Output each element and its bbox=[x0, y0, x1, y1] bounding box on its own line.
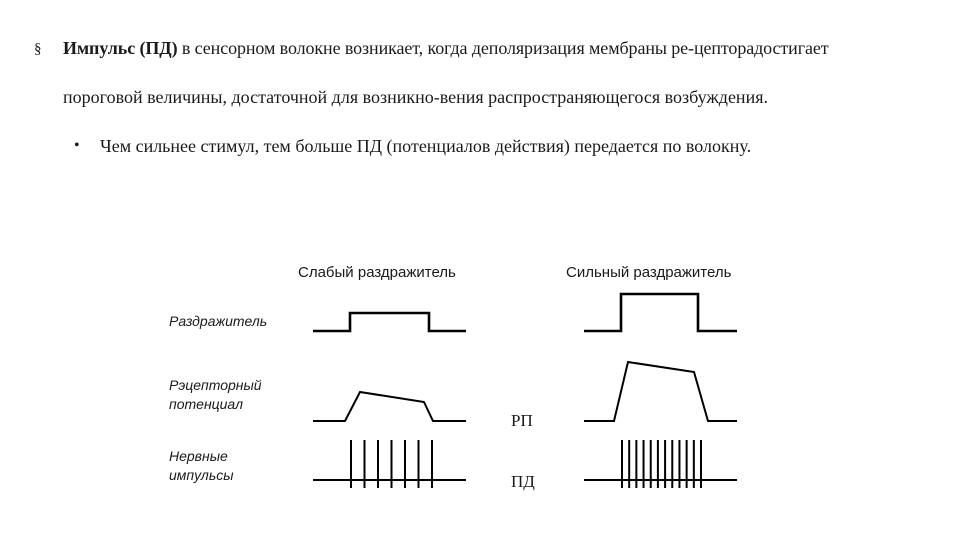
strong-receptor-potential bbox=[584, 362, 737, 421]
paragraph-bold-term: Импульс (ПД) bbox=[63, 38, 178, 58]
sub-bullet-marker: • bbox=[74, 137, 80, 154]
label-rp: РП bbox=[511, 411, 533, 430]
weak-stimulus-title: Слабый раздражитель bbox=[298, 264, 456, 281]
weak-receptor-potential bbox=[313, 392, 466, 421]
row-label-nerve-2: импульсы bbox=[169, 467, 234, 483]
sub-bullet-text: Чем сильнее стимул, тем больше ПД (потенциалов действия) передается по волокну. bbox=[100, 136, 752, 156]
strong-stimulus-wave bbox=[584, 294, 737, 331]
paragraph-line-2: пороговой величины, достаточной для возникно-вения распространяющегося возбуждения. bbox=[63, 87, 768, 107]
bullet-marker: § bbox=[34, 41, 42, 57]
row-label-receptor-1: Рэцепторный bbox=[169, 377, 262, 393]
row-label-nerve-1: Нервные bbox=[169, 448, 228, 464]
row-label-receptor-2: потенциал bbox=[169, 396, 243, 412]
paragraph-line-1-rest: в сенсорном волокне возникает, когда деполяризация мембраны ре-цепторадостигает bbox=[177, 38, 829, 58]
strong-stimulus-title: Сильный раздражитель bbox=[566, 264, 732, 281]
label-pd: ПД bbox=[511, 472, 535, 491]
weak-stimulus-wave bbox=[313, 313, 466, 331]
row-label-stimulus: Раздражитель bbox=[169, 313, 268, 329]
